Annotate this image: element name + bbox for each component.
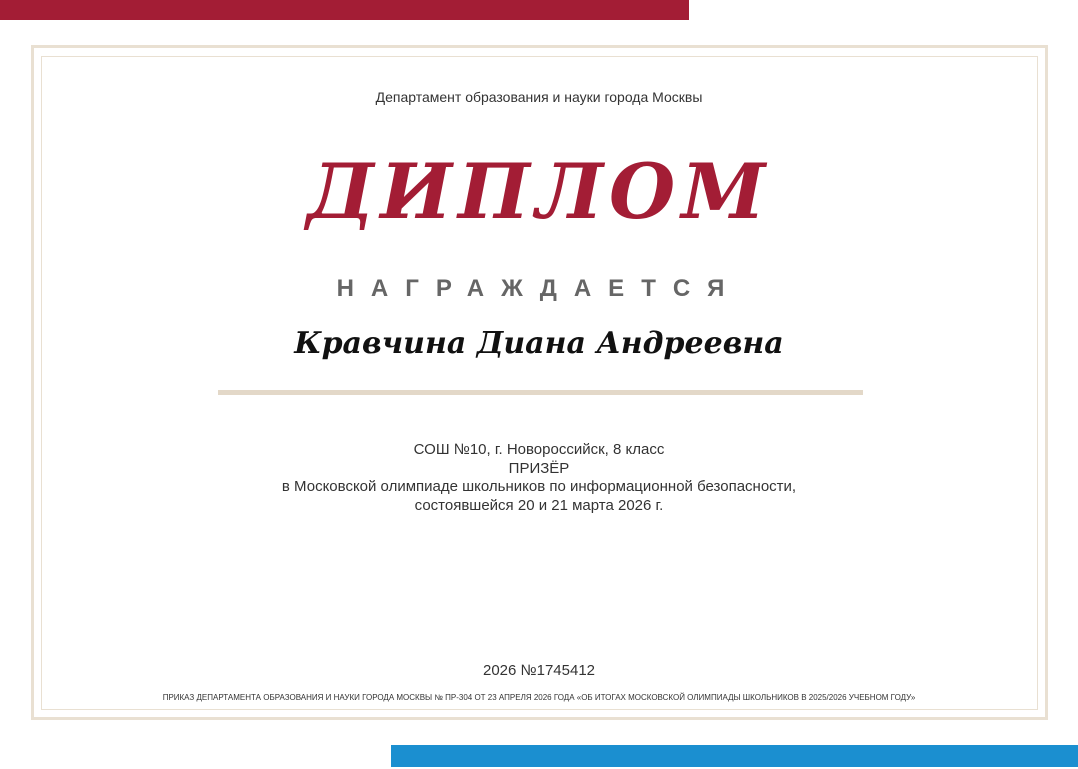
diploma-title: ДИПЛОМ <box>306 147 772 236</box>
recipient-name: Кравчина Диана Андреевна <box>294 326 784 361</box>
olympiad-line: в Московской олимпиаде школьников по информационной безопасности, <box>281 478 797 495</box>
dates-line: состоявшейся 20 и 21 марта 2026 г. <box>414 496 664 514</box>
awarded-label: НАГРАЖДАЕТСЯ <box>336 275 742 302</box>
top-red-stripe <box>0 0 689 20</box>
award-details <box>0 441 1078 515</box>
bottom-blue-stripe <box>391 745 1078 767</box>
name-divider <box>218 390 863 395</box>
school-line: СОШ №10, г. Новороссийск, 8 класс <box>413 441 665 458</box>
diploma-number: 2026 №1745412 <box>482 662 596 679</box>
order-reference: ПРИКАЗ ДЕПАРТАМЕНТА ОБРАЗОВАНИЯ И НАУКИ ГОРОДА МОСКВЫ № ПР-304 ОТ 23 АПРЕЛЯ 2026 ГОДА «ОБ ИТОГАХ МОСКОВСКОЙ ОЛИМПИАДЫ ШКОЛЬНИКОВ В 2025/2026 УЧЕБНОМ ГОДУ» <box>162 693 916 702</box>
status-line: ПРИЗЁР <box>508 459 570 477</box>
department-name: Департамент образования и науки города Москвы <box>375 89 703 105</box>
